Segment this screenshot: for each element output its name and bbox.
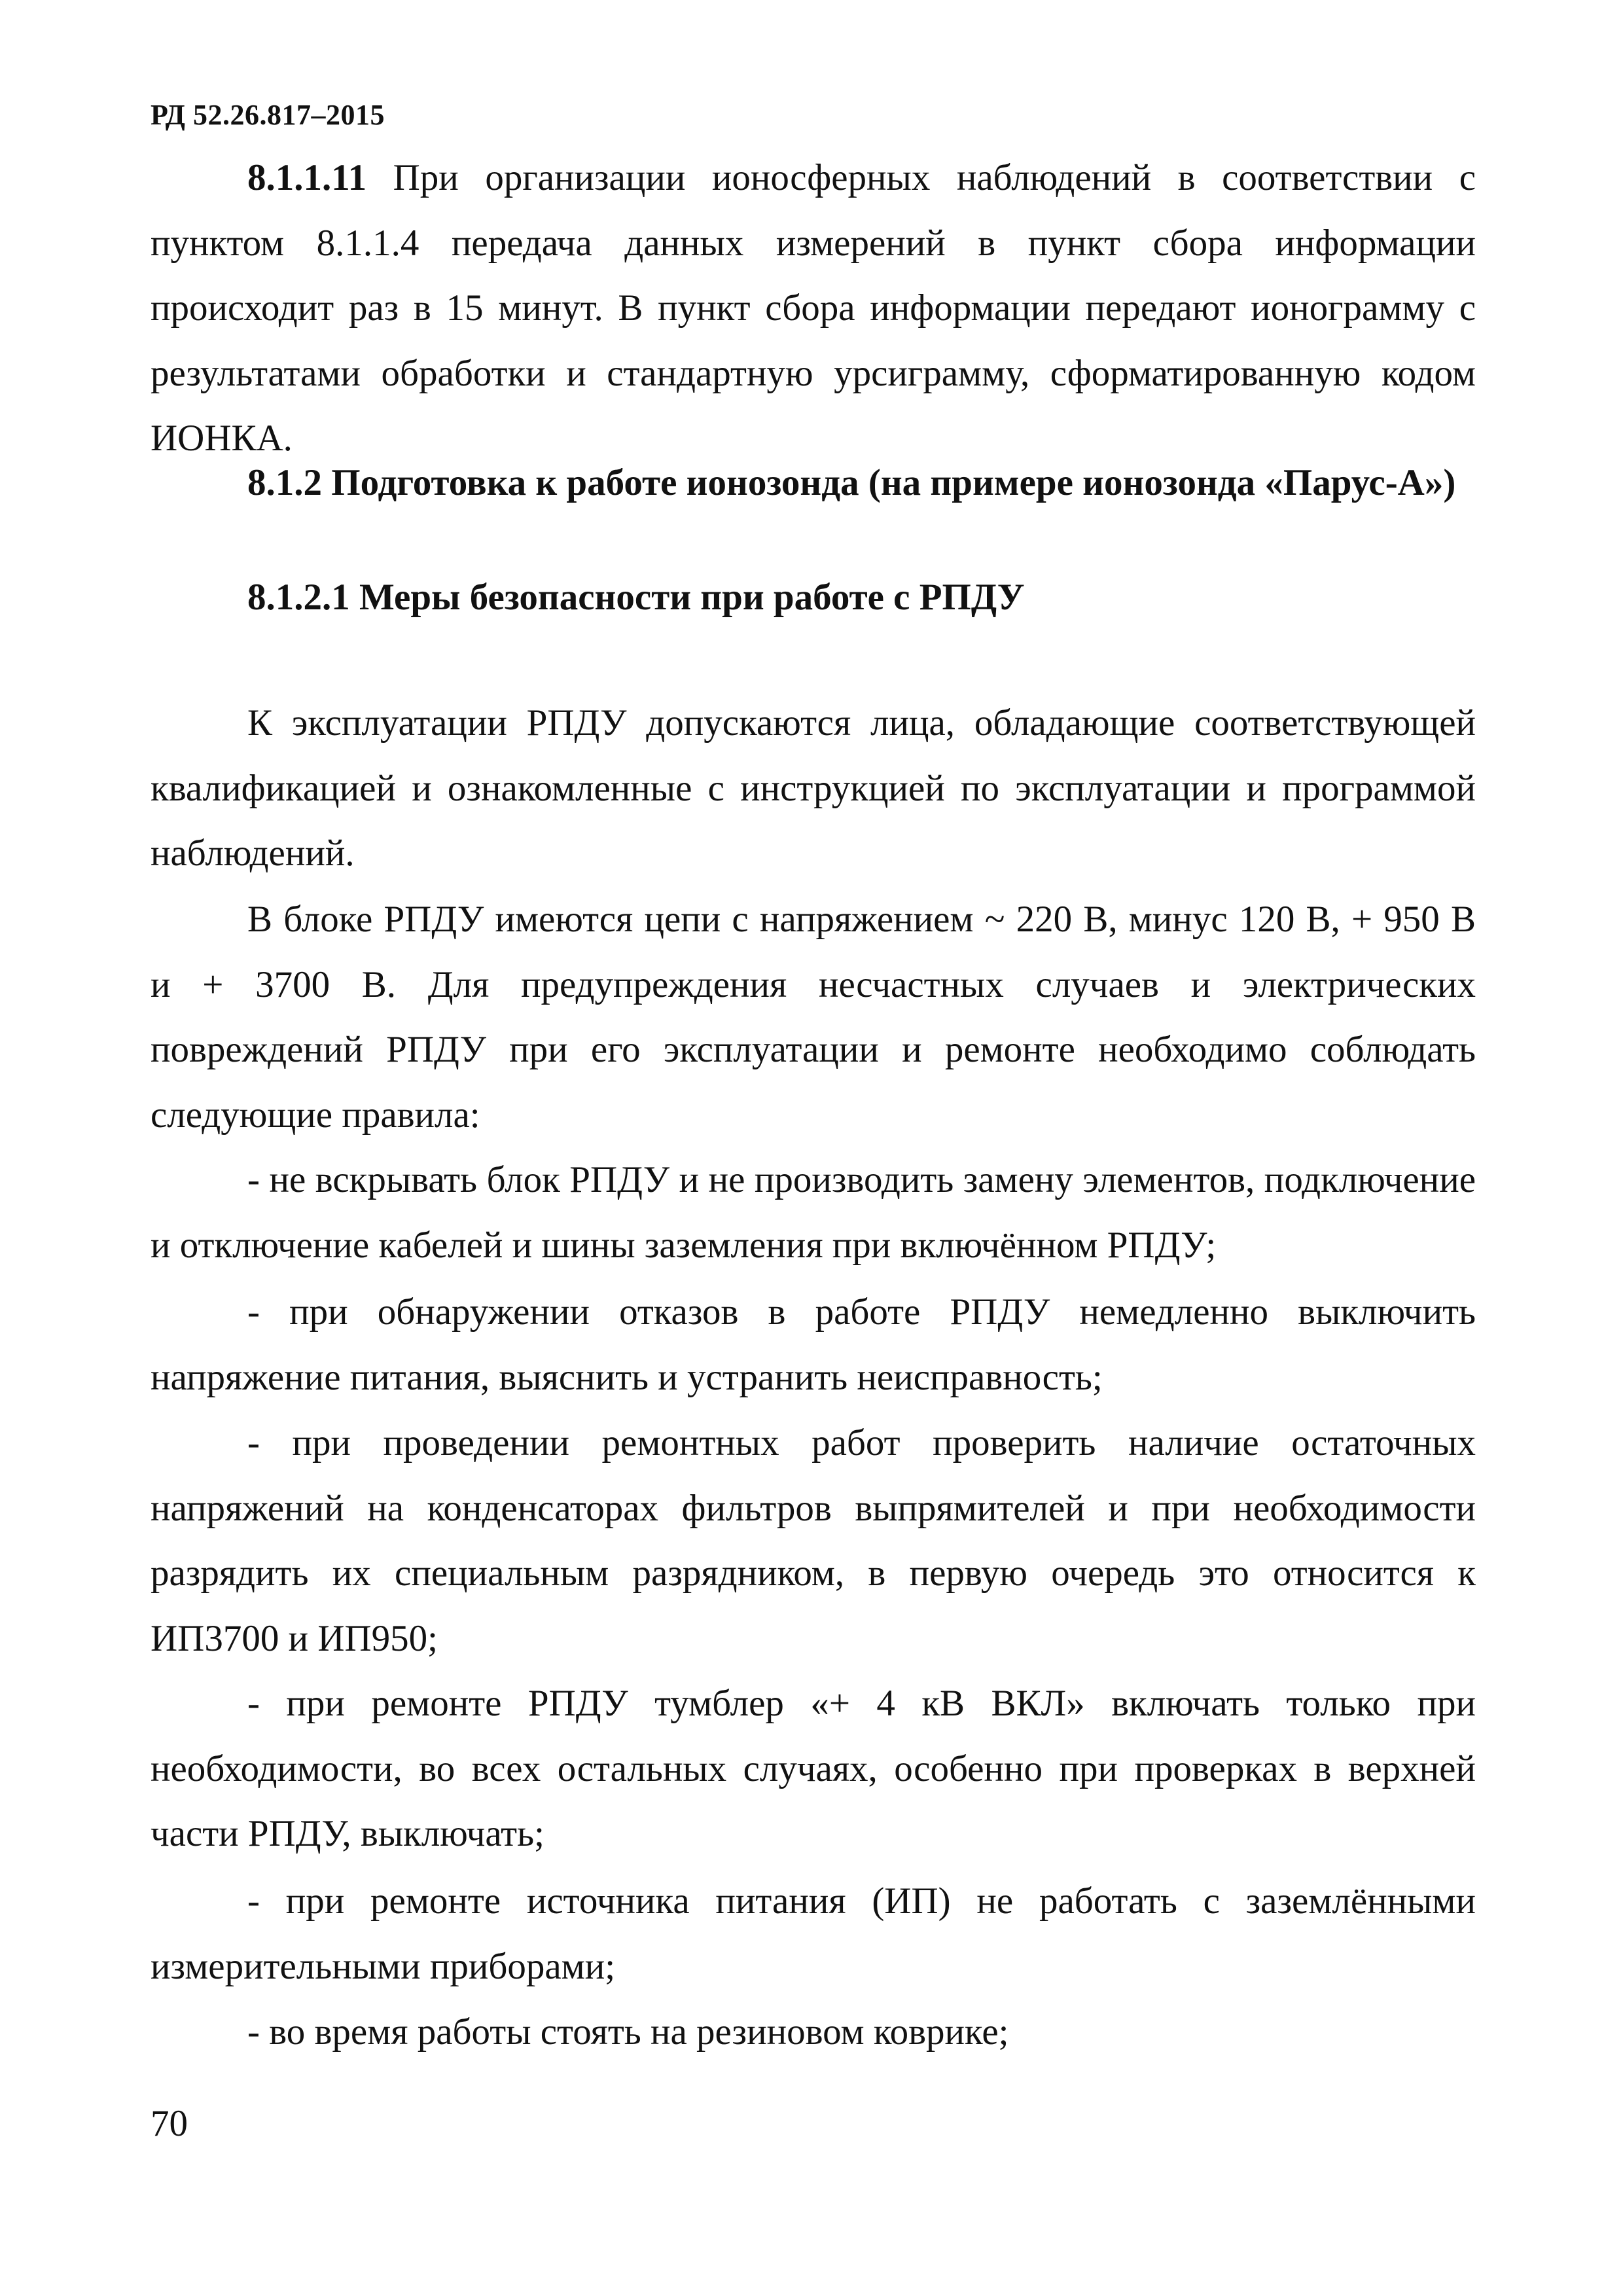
rule-item: - во время работы стоять на резиновом коврике; xyxy=(247,2011,1009,2053)
page-number: 70 xyxy=(151,2103,188,2144)
paragraph-operators: К эксплуатации РПДУ допускаются лица, обладающие соответствующей квалификацией и ознакомленные с инструкцией по эксплуатации и программой наблюдений. xyxy=(151,702,1476,874)
section-8-1-1-11-paragraph xyxy=(151,145,1476,471)
rule-item: - при проведении ремонтных работ проверить наличие остаточных напряжений на конденсаторах фильтров выпрямителей и при необходимости разрядить их специальным разрядником, в первую очередь это относится к ИП3700 и ИП950; xyxy=(151,1422,1476,1659)
section-number: 8.1.1.11 xyxy=(247,157,367,198)
heading-8-1-2: 8.1.2 Подготовка к работе ионозонда (на примере ионозонда «Парус-А») xyxy=(247,462,1456,503)
rule-item: - при ремонте источника питания (ИП) не работать с заземлёнными измерительными приборами; xyxy=(151,1880,1476,1987)
rule-item: - не вскрывать блок РПДУ и не производить замену элементов, подключение и отключение кабелей и шины заземления при включённом РПДУ; xyxy=(151,1159,1476,1266)
paragraph-voltages: В блоке РПДУ имеются цепи с напряжением ~ 220 В, минус 120 В, + 950 В и + 3700 В. Для предупреждения несчастных случаев и электрических повреждений РПДУ при его эксплуатации и ремонте необходимо соблюдать следующие правила: xyxy=(151,899,1476,1136)
running-header-doc-code: РД 52.26.817–2015 xyxy=(151,99,385,131)
rule-item: - при обнаружении отказов в работе РПДУ немедленно выключить напряжение питания, выяснить и устранить неисправность; xyxy=(151,1291,1476,1398)
heading-8-1-2-1: 8.1.2.1 Меры безопасности при работе с РПДУ xyxy=(247,577,1025,618)
section-text: При организации ионосферных наблюдений в соответствии с пунктом 8.1.1.4 передача данных измерений в пункт сбора информации происходит раз в 15 минут. В пункт сбора информации передают ионограмму с результатами обработки и стандартную урсиграмму, сформатированную кодом ИОНКА. xyxy=(151,157,1476,459)
rule-item: - при ремонте РПДУ тумблер «+ 4 кВ ВКЛ» включать только при необходимости, во всех остальных случаях, особенно при проверках в верхней части РПДУ, выключать; xyxy=(151,1683,1476,1854)
